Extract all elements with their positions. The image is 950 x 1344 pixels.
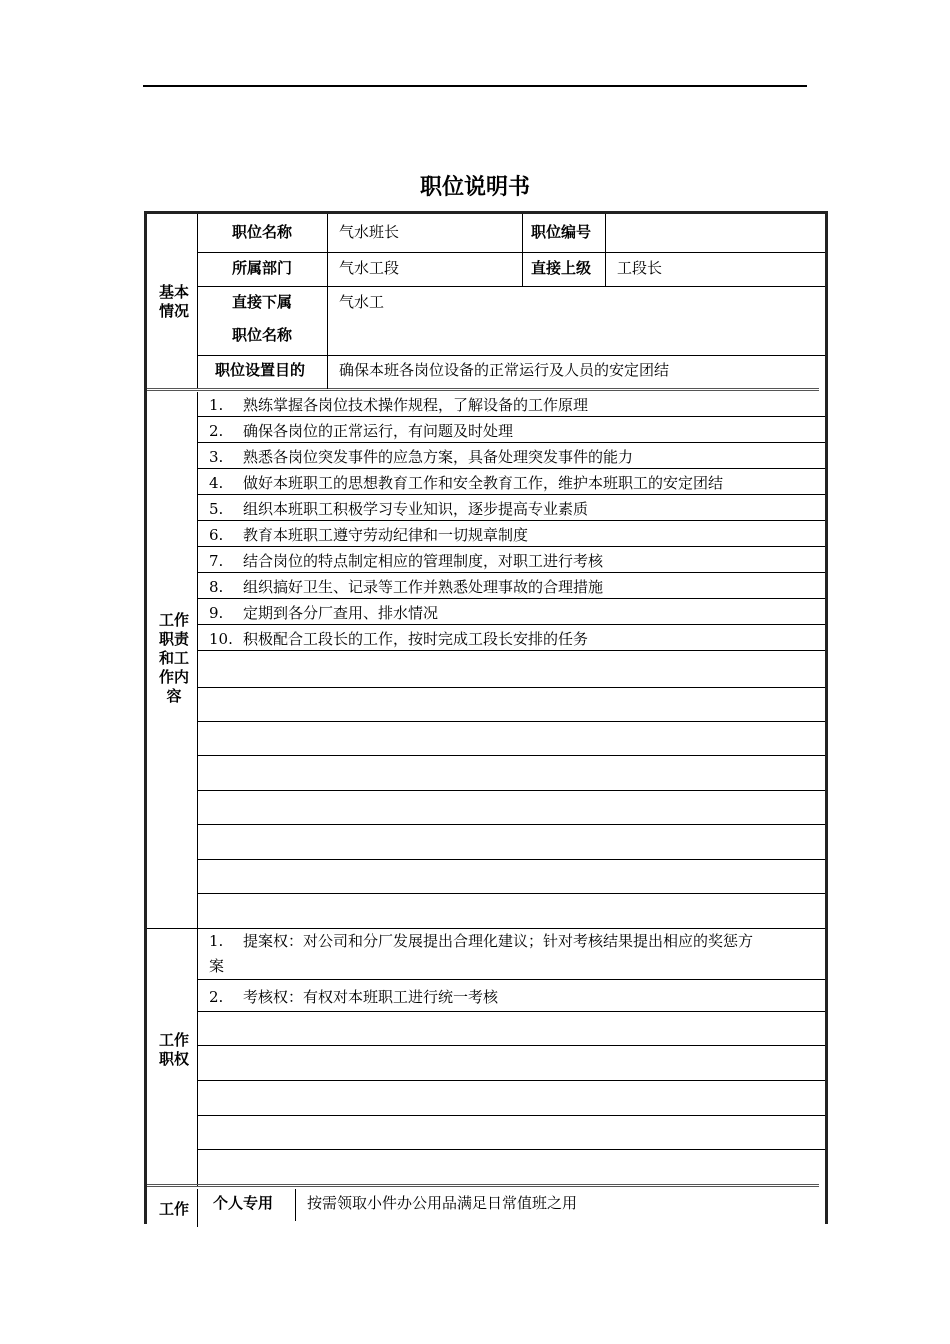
duty-item: 5. 组织本班职工积极学习专业知识，逐步提高专业素质 — [209, 500, 589, 518]
supervisor-label: 直接上级 — [531, 259, 592, 277]
duty-item: 7. 结合岗位的特点制定相应的管理制度，对职工进行考核 — [209, 552, 604, 570]
duty-item: 6. 教育本班职工遵守劳动纪律和一切规章制度 — [209, 526, 529, 544]
position-code-label: 职位编号 — [531, 223, 592, 241]
department-value: 气水工段 — [339, 259, 400, 277]
authority-label: 工作 职权 — [151, 928, 198, 1186]
basic-info-section — [147, 214, 825, 389]
conditions-label: 工作 — [151, 1189, 198, 1227]
authority-item-continued: 案 — [209, 957, 225, 975]
subordinate-label-line2: 职位名称 — [232, 326, 293, 344]
personal-use-value: 按需领取小件办公用品满足日常值班之用 — [307, 1194, 578, 1212]
job-description-table — [144, 211, 828, 1224]
supervisor-value: 工段长 — [617, 259, 663, 277]
duty-item: 4. 做好本班职工的思想教育工作和安全教育工作，维护本班职工的安定团结 — [209, 474, 724, 492]
authority-item: 2. 考核权：有权对本班职工进行统一考核 — [209, 988, 499, 1006]
subordinate-label-line1: 直接下属 — [232, 293, 293, 311]
purpose-value: 确保本班各岗位设备的正常运行及人员的安定团结 — [339, 361, 670, 379]
duty-item: 2. 确保各岗位的正常运行，有问题及时处理 — [209, 422, 514, 440]
position-name-value: 气水班长 — [339, 223, 400, 241]
duty-item: 1. 熟练掌握各岗位技术操作规程，了解设备的工作原理 — [209, 396, 589, 414]
conditions-section — [147, 1189, 825, 1227]
authority-item: 1. 提案权：对公司和分厂发展提出合理化建议；针对考核结果提出相应的奖惩方 — [209, 932, 754, 950]
document-title: 职位说明书 — [419, 175, 530, 200]
duties-label: 工作 职责 和工 作内 容 — [151, 392, 198, 928]
department-label: 所属部门 — [232, 259, 293, 277]
basic-info-label: 基本 情况 — [151, 214, 198, 389]
purpose-label: 职位设置目的 — [215, 361, 306, 379]
subordinate-value: 气水工 — [339, 293, 385, 311]
duty-item: 3. 熟悉各岗位突发事件的应急方案，具备处理突发事件的能力 — [209, 448, 634, 466]
personal-use-label: 个人专用 — [213, 1194, 274, 1212]
position-name-label: 职位名称 — [232, 223, 293, 241]
duty-item: 8. 组织搞好卫生、记录等工作并熟悉处理事故的合理措施 — [209, 578, 604, 596]
duties-section — [147, 392, 825, 928]
duty-item: 9. 定期到各分厂查用、排水情况 — [209, 604, 439, 622]
header-rule — [143, 85, 807, 87]
authority-section — [147, 928, 825, 1186]
duty-item: 10. 积极配合工段长的工作，按时完成工段长安排的任务 — [209, 630, 589, 648]
